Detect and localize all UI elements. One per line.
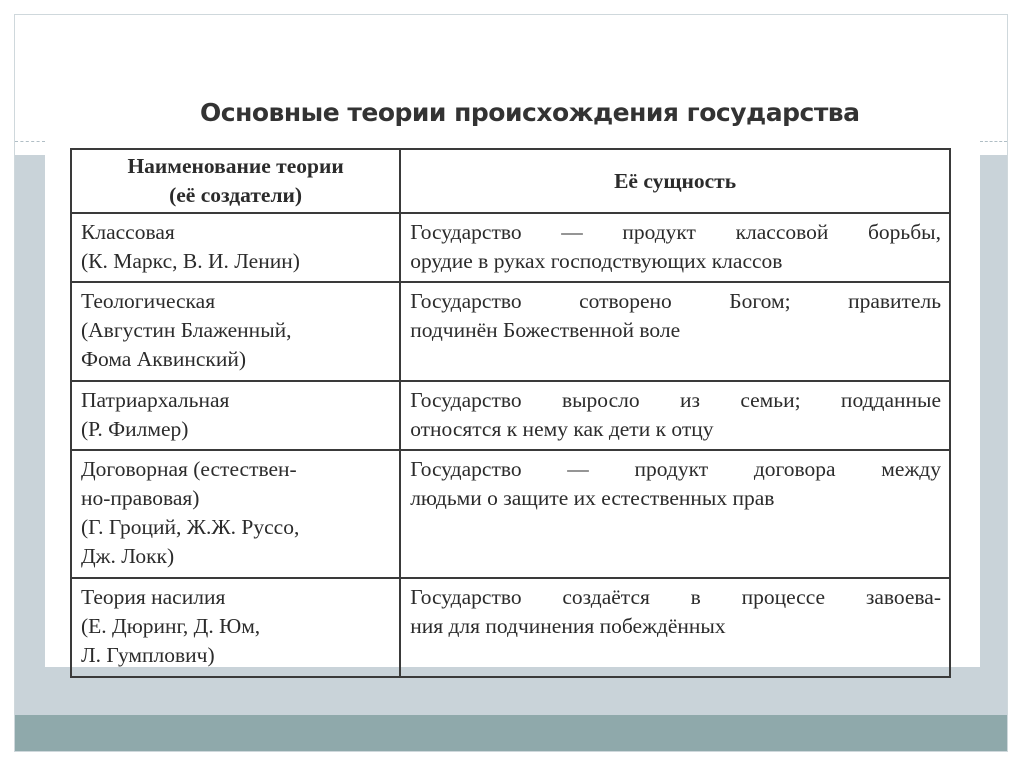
cell-line: но-правовая): [81, 486, 200, 510]
table-row: [71, 213, 950, 282]
table-row: [71, 578, 950, 677]
theory-name-cell: [71, 450, 400, 578]
cell-line: (Г. Гроций, Ж.Ж. Руссо,: [81, 515, 300, 539]
table-row: [71, 381, 950, 450]
cell-line: Л. Гумплович): [81, 643, 215, 667]
cell-line: Классовая: [81, 220, 175, 244]
cell-line: Договорная (естествен-: [81, 457, 297, 481]
cell-line: Государство сотворено Богом; правитель: [410, 289, 941, 313]
cell-line: подчинён Божественной воле: [410, 318, 681, 342]
theory-essence-cell: [400, 282, 950, 381]
table-header-row: [71, 149, 950, 213]
header-essence: [400, 149, 950, 213]
cell-line: орудие в руках господствующих классов: [410, 249, 783, 273]
cell-line: Теория насилия: [81, 585, 226, 609]
cell-line: (Августин Блаженный,: [81, 318, 292, 342]
cell-line: Государство — продукт договора между: [410, 457, 941, 481]
theory-name-cell: [71, 578, 400, 677]
table-row: [71, 450, 950, 578]
cell-line: ния для подчинения побеждённых: [410, 614, 726, 638]
theory-essence-cell: [400, 578, 950, 677]
cell-line: (К. Маркс, В. И. Ленин): [81, 249, 300, 273]
page-title: Основные теории происхождения государства: [200, 98, 860, 127]
cell-line: (Е. Дюринг, Д. Юм,: [81, 614, 261, 638]
cell-line: Патриархальная: [81, 388, 230, 412]
cell-line: относятся к нему как дети к отцу: [410, 417, 714, 441]
divider-right: [980, 141, 1007, 142]
theory-essence-cell: [400, 381, 950, 450]
slide-footer-band: [15, 715, 1007, 751]
cell-line: Государство выросло из семьи; подданные: [410, 388, 941, 412]
theory-essence-cell: [400, 213, 950, 282]
theory-essence-cell: [400, 450, 950, 578]
table-row: [71, 282, 950, 381]
header-line: (её создатели): [169, 183, 303, 207]
theories-table: [70, 148, 951, 678]
cell-line: Государство создаётся в процессе завоева-: [410, 585, 941, 609]
header-line: Наименование теории: [127, 154, 344, 178]
cell-line: Фома Аквинский): [81, 347, 246, 371]
theory-name-cell: [71, 381, 400, 450]
cell-line: Государство — продукт классовой борьбы,: [410, 220, 941, 244]
header-line: Её сущность: [614, 168, 737, 193]
cell-line: людьми о защите их естественных прав: [410, 486, 775, 510]
theory-name-cell: [71, 213, 400, 282]
cell-line: Дж. Локк): [81, 544, 175, 568]
cell-line: Теологическая: [81, 289, 216, 313]
header-theory-name: [71, 149, 400, 213]
theory-name-cell: [71, 282, 400, 381]
divider-left: [15, 141, 45, 142]
cell-line: (Р. Филмер): [81, 417, 189, 441]
